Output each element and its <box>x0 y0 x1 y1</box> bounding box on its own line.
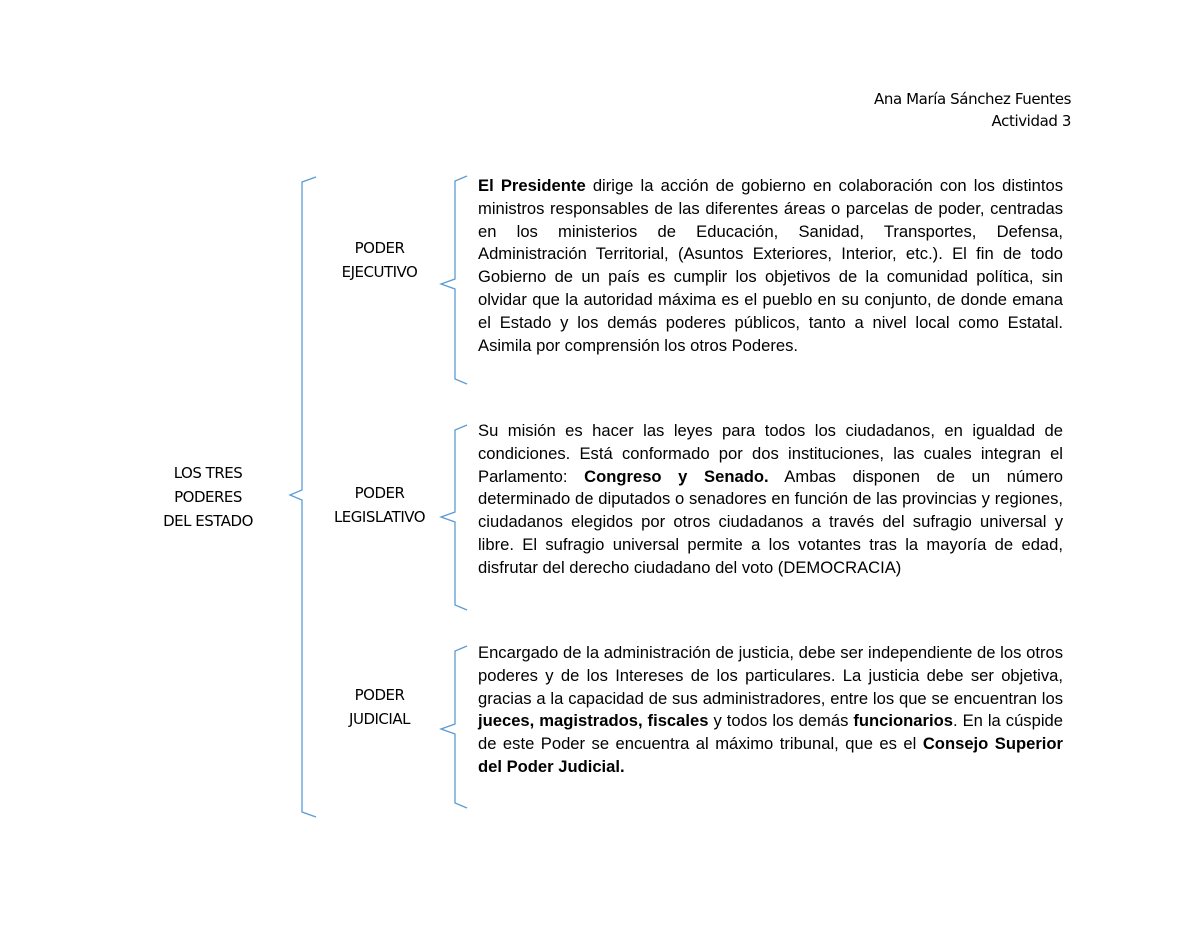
main-topic-line: LOS TRES <box>173 464 243 482</box>
main-bracket <box>290 177 316 817</box>
body-text: y todos los demás <box>708 711 854 731</box>
body-text: dirige la acción de gobierno en colaboración con los distintos ministros responsables de las diferentes áreas o parcelas de poder, centradas en los ministerios de Educación, Sanidad, Transportes, Defensa, Administración Territorial, (Asuntos Exteriores, Interior, etc.). El fin de todo Gobierno de un país es cumplir los objetivos de la comunidad política, sin olvidar que la autoridad máxima es el pueblo en su conjunto, de donde emana el Estado y los demás poderes públicos, tanto a nivel local como Estatal. Asimila por comprensión los otros Poderes. <box>478 176 1063 355</box>
ejecutivo-bracket <box>441 176 467 384</box>
body-text: Ambas disponen de un número determinado de diputados o senadores en función de las provincias y regiones, ciudadanos elegidos por otros ciudadanos a través del sufragio universal y libre. El sufragio universal permite a los votantes tras la mayoría de edad, disfrutar del derecho ciudadano del voto (DEMOCRACIA) <box>478 466 1064 577</box>
body-text: . En la cúspide de este Poder se encuentra al máximo tribunal, que es el <box>478 711 1063 754</box>
main-topic-label <box>148 461 268 533</box>
bold-text: Congreso y Senado. <box>584 466 769 486</box>
branch-label-ejecutivo <box>322 236 437 284</box>
activity-title: Actividad 3 <box>991 112 1071 130</box>
bold-text: jueces, magistrados, fiscales <box>478 711 709 731</box>
branch-label-line: PODER <box>354 484 405 502</box>
bold-text: funcionarios <box>853 711 953 731</box>
legislativo-description <box>478 420 1063 580</box>
branch-label-line: PODER <box>354 239 405 257</box>
body-text: Su misión es hacer las leyes para todos los ciudadanos, en igualdad de condiciones. Está conformado por dos instituciones, las cuales integran el Parlamento: <box>478 421 1063 486</box>
main-topic-line: PODERES <box>174 488 242 506</box>
branch-label-line: JUDICIAL <box>349 710 410 728</box>
author-name: Ana María Sánchez Fuentes <box>874 90 1071 108</box>
body-text: Encargado de la administración de justicia, debe ser independiente de los otros poderes y de los Intereses de los particulares. La justicia debe ser objetiva, gracias a la capacidad de sus administradores, entre los que se encuentran los <box>478 643 1063 708</box>
bold-text: Consejo Superior del Poder Judicial. <box>478 734 1063 776</box>
branch-label-line: EJECUTIVO <box>341 263 418 281</box>
main-topic-line: DEL ESTADO <box>163 512 253 530</box>
bold-text: El Presidente <box>478 176 586 195</box>
branch-label-line: LEGISLATIVO <box>333 508 426 526</box>
branch-label-judicial <box>322 683 437 731</box>
branch-label-line: PODER <box>354 686 405 704</box>
branch-label-legislativo <box>322 481 437 529</box>
legislativo-bracket <box>441 425 467 610</box>
ejecutivo-description <box>478 175 1063 357</box>
judicial-bracket <box>441 646 467 808</box>
document-header <box>874 88 1071 132</box>
judicial-description <box>478 642 1063 779</box>
